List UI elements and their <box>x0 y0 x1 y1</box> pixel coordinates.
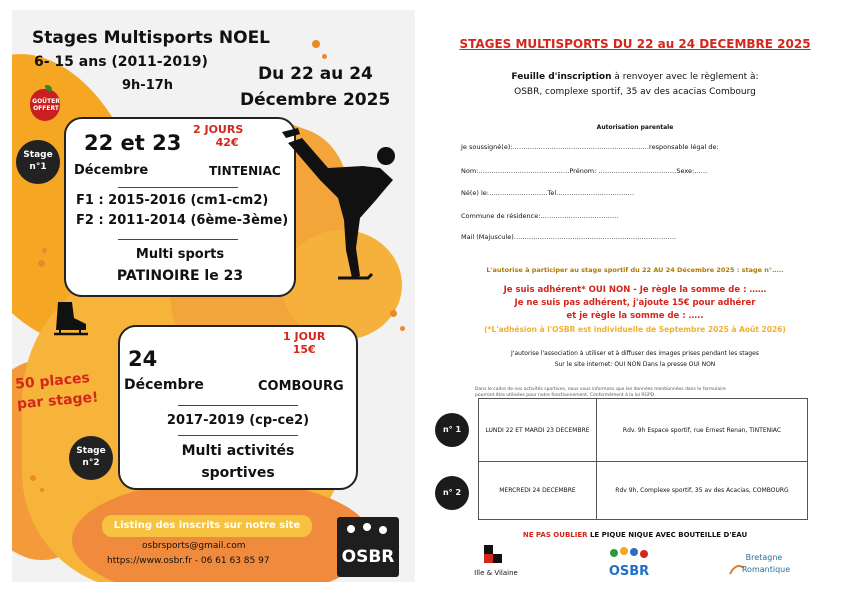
places-line-1: 50 places <box>14 370 91 393</box>
table-cell-date: LUNDI 22 ET MARDI 23 DECEMBRE <box>479 399 597 462</box>
form-sheet-line <box>436 72 834 82</box>
decor-dot <box>30 475 36 481</box>
dates-line-2: Décembre 2025 <box>240 90 391 110</box>
ice-skate-icon <box>50 300 90 340</box>
field-commune[interactable]: Commune de résidence:……………………………… <box>461 212 619 220</box>
stage-2-day: 24 <box>128 347 158 371</box>
logo-figure <box>347 525 355 533</box>
nonmember-line: Je ne suis pas adhérent, j'ajoute 15€ pour adhérer <box>514 298 756 308</box>
places-callout <box>14 368 99 415</box>
logo-figure <box>379 526 387 534</box>
ille-et-vilaine-logo <box>474 543 518 583</box>
membership-note: (*L'adhésion à l'OSBR est individuelle de Septembre 2025 à Août 2026) <box>484 325 786 334</box>
form-title: STAGES MULTISPORTS DU 22 au 24 DECEMBRE 2025 <box>459 37 811 51</box>
stage-2-duration: 1 JOUR <box>283 330 326 343</box>
form-address: OSBR, complexe sportif, 35 av des acacias Combourg <box>514 87 756 97</box>
member-line: Je suis adhérent* OUI NON - Je règle la somme de : …… <box>503 285 767 295</box>
rgpd-line-1: Dans le cadre de nos activités sportives, nous vous informons que les données mentionnées dans le formulaire <box>475 387 726 392</box>
stage-1-card <box>64 117 296 297</box>
stage-2-card <box>118 325 358 490</box>
stage-1-badge <box>16 140 60 184</box>
decor-dot <box>390 310 397 317</box>
parental-auth-heading: Autorisation parentale <box>596 124 674 131</box>
stage-1-duration: 2 JOURS <box>193 123 244 136</box>
listing-banner: Listing des inscrits sur notre site <box>102 515 312 537</box>
stage-1-group-f2: F2 : 2011-2014 (6ème-3ème) <box>76 213 289 228</box>
decor-dot <box>38 260 45 267</box>
stage-2-activity-line-2: sportives <box>201 465 275 481</box>
hours: 9h-17h <box>122 78 174 93</box>
stage-2-month: Décembre <box>124 377 204 393</box>
table-row <box>479 462 808 520</box>
stage-badge-label: Stage <box>76 446 106 456</box>
contact-web-phone: https://www.osbr.fr - 06 61 63 85 97 <box>107 556 270 566</box>
payment-line: et je règle la somme de : ….. <box>566 311 704 321</box>
form-sheet-rest: à renvoyer avec le règlement à: <box>611 72 759 82</box>
authorise-stage-line: L'autorise à participer au stage sportif du 22 AU 24 Décembre 2025 : stage n°….. <box>486 266 784 274</box>
stage-2-badge <box>69 436 113 480</box>
bzh-line-2: Romantique <box>741 565 791 574</box>
divider <box>118 239 238 240</box>
stage-badge-number: n°2 <box>82 458 100 468</box>
stage-2-activity-line-1: Multi activités <box>181 443 295 459</box>
field-name[interactable]: Nom:……………………………………Prénom: ………………………………Sexe:…… <box>461 167 708 175</box>
decor-dot <box>40 488 44 492</box>
rgpd-line-2: pourront être utilisées pour notre fonctionnement. Conformément à la loi RGPD <box>475 393 655 398</box>
osbr-footer-text: OSBR <box>608 564 650 579</box>
table-row <box>479 399 808 462</box>
stage-2-age: 2017-2019 (cp-ce2) <box>166 413 310 428</box>
osbr-footer-logo <box>604 545 654 585</box>
logo-figure <box>363 523 371 531</box>
contact-email: osbrsports@gmail.com <box>142 541 246 551</box>
divider <box>118 187 238 188</box>
stage-2-price <box>283 330 325 356</box>
decor-dot <box>312 40 320 48</box>
age-range: 6- 15 ans (2011-2019) <box>34 54 208 70</box>
figure-skater-icon <box>268 128 408 288</box>
stage-1-form-badge: n° 1 <box>435 413 469 447</box>
table-cell-location: Rdv 9h, Complexe sportif, 35 av des Acacias, COMBOURG <box>597 462 808 520</box>
picnic-reminder <box>436 531 834 539</box>
table-cell-location: Rdv. 9h Espace sportif, rue Ernest Renan, TINTENIAC <box>597 399 808 462</box>
bzh-line-1: Bretagne <box>745 553 783 562</box>
decor-dot <box>400 326 405 331</box>
field-guardian[interactable]: Je soussigné(e):………………………………………………………responsable légal de: <box>461 143 719 151</box>
divider <box>178 435 298 436</box>
stage-1-activity: Multi sports <box>135 247 225 262</box>
stage-2-form-badge: n° 2 <box>435 476 469 510</box>
divider <box>178 405 298 406</box>
snack-badge-text: GOÛTER OFFERT <box>32 98 60 112</box>
decor-dot <box>42 248 47 253</box>
poster <box>12 10 415 582</box>
stage-badge-label: Stage <box>23 150 53 160</box>
osbr-logo <box>337 517 399 577</box>
snack-apple-icon <box>28 85 64 123</box>
osbr-logo-text: OSBR <box>341 547 395 567</box>
bretagne-romantique-logo <box>724 548 794 584</box>
stage-2-place: COMBOURG <box>258 379 344 394</box>
stage-1-month: Décembre <box>74 163 149 178</box>
stage-schedule-table <box>478 398 808 520</box>
reminder-black: LE PIQUE NIQUE AVEC BOUTEILLE D'EAU <box>587 531 748 539</box>
stage-1-price-amount: 42€ <box>215 136 239 149</box>
reminder-red: NE PAS OUBLIER <box>522 531 588 539</box>
form-sheet-bold: Feuille d'inscription <box>511 72 612 82</box>
stage-1-days: 22 et 23 <box>84 131 182 155</box>
places-line-2: par stage! <box>16 389 100 413</box>
stage-1-place: TINTENIAC <box>209 164 281 178</box>
stage-badge-number: n°1 <box>29 162 47 172</box>
stage-2-price-amount: 15€ <box>292 343 316 356</box>
dates-line-1: Du 22 au 24 <box>258 64 373 84</box>
poster-title: Stages Multisports NOEL <box>32 28 271 48</box>
stage-1-price <box>193 123 243 149</box>
table-cell-date: MERCREDI 24 DECEMBRE <box>479 462 597 520</box>
image-consent-line-2: Sur le site internet: OUI NON Dans la presse OUI NON <box>554 361 716 368</box>
field-birth-phone[interactable]: Né(e) le:………………………Tel……………………………… <box>461 189 635 197</box>
decor-dot <box>322 54 327 59</box>
field-mail[interactable]: Mail (Majuscule)………………………………………………………………… <box>461 233 677 241</box>
stage-1-rink: PATINOIRE le 23 <box>116 268 244 284</box>
stage-1-group-f1: F1 : 2015-2016 (cm1-cm2) <box>76 193 269 208</box>
image-consent-line-1: J'autorise l'association à utiliser et à diffuser des images prises pendant les stages <box>511 350 759 357</box>
ille-logo-text: Ille & Vilaine <box>474 569 518 577</box>
